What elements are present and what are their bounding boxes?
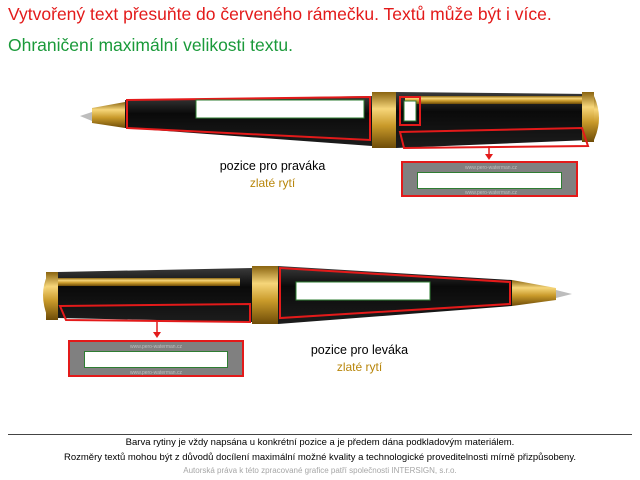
limit-note-heading: Ohraničení maximální velikosti textu. [8,35,293,55]
zoom-text-area-left [84,351,228,368]
arrow-head-left [153,332,161,338]
pen-center-band-left [252,266,278,324]
right-handed-engraving-label: zlaté rytí [249,176,296,190]
watermark-top-left: www.pero-waterman.cz [130,344,182,350]
footer-line-2: Rozměry textů mohou být z důvodů docílení maximální možné kvality a technologické proveditelnosti mírně přizpůsobeny. [63,452,577,463]
pen-cap-ring-left [46,272,58,320]
watermark-bottom-left: www.pero-waterman.cz [130,370,182,376]
footer-copyright: Autorská práva k této zpracované grafice patří společnosti INTERSIGN, s.r.o. [183,466,457,475]
engraving-text-area-barrel-left [296,282,430,300]
left-handed-engraving-label: zlaté rytí [336,360,383,374]
pen-cap-left [58,268,252,322]
pen-tip-left [556,290,572,298]
watermark-top: www.pero-waterman.cz [465,165,517,171]
right-handed-position-label: pozice pro praváka [219,159,326,173]
footer-line-1: Barva rytiny je vždy napsána u konkrétní pozice a je předem dána podkladovým materiálem. [125,437,515,448]
left-handed-zoom-preview [68,340,244,377]
instruction-heading: Vytvořený text přesuňte do červeného rámečku. Textů může být i více. [8,4,552,24]
footer-divider [8,434,632,435]
watermark-bottom: www.pero-waterman.cz [465,190,517,196]
left-handed-position-label: pozice pro leváka [310,343,409,357]
pen-clip-left [58,278,240,286]
pen-gold-cone-left [512,280,556,306]
